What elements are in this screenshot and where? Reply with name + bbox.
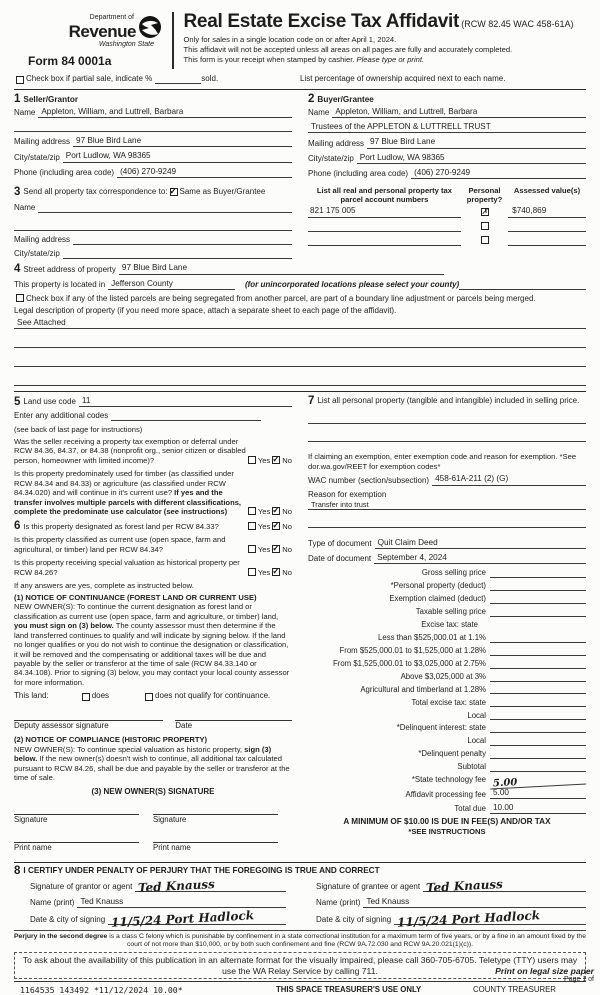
affidavit-fee-field: 5.00 — [490, 788, 586, 799]
doc-type-field: Quit Claim Deed — [375, 538, 586, 549]
seller-mailing-field: 97 Blue Bird Lane — [73, 136, 292, 147]
doc-type-label: Type of document — [308, 539, 372, 549]
street-address-label: Street address of property — [23, 264, 116, 274]
section-6-number: 6 — [14, 519, 21, 532]
question-tax-exemption-text: Was the seller receiving a property tax exemption or deferral under RCW 84.36, 84.37, or 84.38 (nonprofit org., senior citizen or disabled person, homeowner with limited income)? — [14, 436, 246, 465]
owner1-signature-field — [14, 803, 139, 815]
parcel-number-field: 821 175 005 — [308, 206, 461, 217]
question-timber-bold-text: If yes and the transfer involves multiple parcels with different classifications, complete the predominate use calculator (see instructions) — [14, 488, 242, 517]
form-number: Form 84 0001a — [28, 53, 112, 68]
forest-yes-checkbox — [248, 522, 256, 530]
buyer-name-label: Name — [308, 108, 330, 117]
tax-label: Local — [467, 710, 486, 720]
new-owner-printname-row — [14, 831, 292, 859]
grantee-signature-script: Ted Knauss — [425, 876, 504, 895]
partial-sale-row — [14, 74, 586, 84]
forest-no-checkbox — [272, 522, 280, 530]
form-instructions — [184, 35, 587, 65]
form-header — [14, 10, 586, 69]
section-5-land-use — [14, 396, 292, 517]
codes-note: (see back of last page for instructions) — [14, 425, 143, 435]
title-block — [184, 10, 587, 69]
wac-number-label: WAC number (section/subsection) — [308, 475, 430, 485]
type-or-print-note: Please type or print. — [356, 54, 425, 64]
total-due-field: 10.00 — [490, 803, 586, 814]
grantor-signature-block — [14, 876, 300, 930]
section-2-title: Buyer/Grantee — [317, 94, 374, 104]
tax-value-field — [490, 569, 586, 578]
section-1-seller — [14, 94, 292, 184]
corr-mailing-label: Mailing address — [14, 235, 71, 245]
legal-description-field: See Attached — [14, 318, 586, 329]
no-label: No — [282, 544, 292, 554]
current-use-yes-checkbox — [248, 545, 256, 553]
corr-name2-field — [14, 221, 292, 231]
section-4-number: 4 — [14, 263, 21, 276]
section-7-title: List all personal property (tangible and intangible) included in selling price. — [317, 396, 580, 406]
partial-sale-label: Check box if partial sale, indicate % — [26, 73, 153, 83]
header-divider — [172, 12, 174, 69]
buyer-name2-field: Trustees of the APPLETON & LUTTRELL TRUST — [308, 122, 586, 133]
deputy-assessor-row — [14, 709, 292, 731]
buyer-phone-label: Phone (including area code) — [308, 169, 409, 178]
corr-mailing-field — [73, 235, 292, 245]
agency-block — [14, 10, 164, 69]
yes-label: Yes — [257, 521, 271, 531]
if-yes-note: If any answers are yes, complete as instructed below. — [14, 581, 194, 591]
sign-below-bold: sign (3) below. — [14, 744, 272, 764]
grantee-date-label: Date & city of signing — [316, 914, 392, 924]
notice-compliance-body: NEW OWNER(S): To continue special valuation as historic property, sign (3) below. If the new owner(s) doesn't wish to continue, all additional tax calculated pursuant to RCW 84.26, shall be due and payable by the seller or transferor at the time of sale. — [14, 744, 290, 783]
question-timber-agriculture — [14, 469, 292, 516]
owner1-printname-label: Print name — [14, 842, 52, 852]
tax-label: *Delinquent penalty — [418, 749, 486, 759]
tax-label: Taxable selling price — [415, 607, 486, 617]
section-7-personal-property — [308, 396, 586, 564]
seller-mailing-label: Mailing address — [14, 137, 71, 147]
street-address-field: 97 Blue Bird Lane — [119, 263, 444, 274]
tax-value-field — [490, 750, 586, 759]
section-3-number: 3 — [14, 186, 21, 198]
tax-value-field — [490, 737, 586, 746]
tax-label: Above $3,025,000 at 3% — [400, 671, 486, 681]
partial-sale-checkbox — [16, 76, 24, 84]
state-technology-fee-handwritten: 5.00 — [490, 775, 586, 789]
tax-value-field — [490, 634, 586, 643]
section-divider-top — [14, 89, 586, 90]
does-not-checkbox — [145, 693, 153, 701]
owner1-printname-field — [14, 831, 139, 843]
grantor-date-script: 11/5/24 Port Hadlock — [110, 908, 255, 930]
tax-value-field — [490, 582, 586, 591]
tax-value-field — [490, 660, 586, 669]
page-number-note: Page 1 of — [564, 976, 594, 984]
see-instructions-note: *SEE INSTRUCTIONS — [408, 827, 486, 837]
tax-label: Subtotal — [457, 762, 486, 772]
section-divider-mid — [14, 391, 586, 392]
wac-number-field: 458-61A-211 (2) (G) — [432, 474, 586, 485]
question-historical-text: Is this property receiving special valuation as historical property per RCW 84.26? — [14, 558, 240, 577]
section-7-number: 7 — [308, 395, 315, 408]
tax-label: *State technology fee — [411, 775, 486, 785]
no-label: No — [282, 521, 292, 531]
corr-name-field — [38, 203, 292, 213]
section-2-buyer — [308, 94, 586, 184]
section-6-classification — [14, 521, 292, 859]
form-title: Real Estate Excise Tax Affidavit — [183, 11, 460, 32]
question-forest-text: Is this property designated as forest land per RCW 84.33? — [23, 521, 219, 531]
corr-name-label: Name — [14, 203, 36, 213]
question-timber-text: Is this property predominately used for timber (as classified under RCW 84.34 and 84.33) or agriculture (as classified under RCW 84.34.020) and will continue in it's current use? — [14, 469, 234, 498]
must-sign-bold: you must sign on (3) below. — [14, 621, 114, 631]
personal-property-header: Personal property? — [466, 186, 503, 204]
seller-city-label: City/state/zip — [14, 152, 60, 162]
legal-description-line3 — [14, 357, 586, 367]
no-label: No — [282, 567, 292, 577]
section-8-certification — [14, 865, 586, 930]
instruction-line-3: This form is your receipt when stamped by cashier. Please type or print. — [183, 54, 425, 64]
print-note-block — [495, 966, 594, 985]
personal-property-line1 — [308, 414, 586, 424]
tax-value-field — [490, 763, 586, 772]
historical-no-checkbox — [272, 568, 280, 576]
assessed-value-field — [508, 236, 586, 246]
seller-phone-field: (406) 270-9249 — [117, 167, 292, 178]
additional-codes-label: Enter any additional codes — [14, 411, 109, 421]
buyer-mailing-field: 97 Blue Bird Lane — [367, 137, 586, 148]
notice-continuance-title: (1) NOTICE OF CONTINUANCE (FOREST LAND OR CURRENT USE) — [14, 592, 257, 602]
grantor-name-field: Ted Knauss — [77, 897, 286, 908]
tax-value-field — [490, 647, 586, 656]
seller-phone-label: Phone (including area code) — [14, 167, 115, 177]
revenue-logo-icon — [138, 15, 162, 42]
tax-value-field — [490, 698, 586, 707]
tax-label: *Personal property (deduct) — [390, 581, 486, 591]
parcel-list — [308, 187, 586, 263]
tax-value-field — [490, 711, 586, 720]
parcel-number-field — [308, 236, 461, 246]
notice-compliance-title: (2) NOTICE OF COMPLIANCE (HISTORIC PROPERTY) — [14, 735, 208, 745]
new-owner-signature-row — [14, 803, 292, 831]
corr-city-label: City/state/zip — [14, 249, 60, 259]
certification-title: I CERTIFY UNDER PENALTY OF PERJURY THAT THE FOREGOING IS TRUE AND CORRECT — [23, 866, 380, 876]
yes-label: Yes — [257, 567, 271, 577]
grantor-signature-script: Ted Knauss — [137, 876, 216, 895]
doc-date-label: Date of document — [308, 554, 372, 564]
deputy-signature-label: Deputy assessor signature — [14, 721, 109, 731]
tax-label: Less than $525,000.01 at 1.1% — [378, 633, 486, 643]
this-land-row — [14, 691, 292, 701]
owner1-signature-label: Signature — [14, 814, 48, 824]
form-title-rcw: (RCW 82.45 WAC 458-61A) — [461, 19, 574, 29]
timber-no-checkbox — [272, 507, 280, 515]
segregated-label: Check box if any of the listed parcels are being segregated from another parcel, are part of a boundary line adjustment or parcels being merged. — [26, 293, 536, 303]
partial-sale-percent-field — [155, 74, 201, 84]
grantor-name-label: Name (print) — [30, 897, 75, 907]
grantor-date-label: Date & city of signing — [30, 914, 106, 924]
personal-property-checkbox — [481, 208, 489, 216]
same-as-buyer-label: Same as Buyer/Grantee — [179, 187, 266, 197]
grantee-name-field: Ted Knauss — [363, 897, 586, 908]
buyer-city-field: Port Ludlow, WA 98365 — [357, 153, 586, 164]
cashier-stamp: 1164535 143492 *11/12/2024 10.00* — [20, 984, 183, 995]
no-label: No — [282, 507, 292, 517]
partial-sale-suffix: sold. — [201, 73, 219, 83]
instruction-line-2: This affidavit will not be accepted unless all areas on all pages are fully and accurately completed. — [183, 44, 513, 54]
doc-date-field: September 4, 2024 — [374, 553, 586, 564]
located-line-extension — [459, 280, 586, 290]
deputy-signature-field — [14, 709, 163, 721]
print-legal-size-note: Print on legal size paper — [495, 965, 594, 976]
exemption-yes-checkbox — [248, 456, 256, 464]
current-use-no-checkbox — [272, 545, 280, 553]
land-use-label: Land use code — [23, 397, 76, 407]
yes-label: Yes — [257, 507, 271, 517]
treasurer-use-only-label: THIS SPACE TREASURER'S USE ONLY — [275, 984, 422, 994]
located-in-label: This property is located in — [14, 279, 106, 289]
tax-value-field — [490, 673, 586, 682]
agency-state-line: Washington State — [98, 40, 154, 48]
tax-value-field — [490, 595, 586, 604]
parcel-row — [308, 236, 586, 246]
tax-value-field — [490, 685, 586, 694]
exemption-no-checkbox — [272, 456, 280, 464]
assessed-value-field — [508, 222, 586, 232]
does-checkbox — [82, 693, 90, 701]
section-2-number: 2 — [308, 92, 315, 105]
timber-yes-checkbox — [248, 507, 256, 515]
ownership-note: List percentage of ownership acquired next to each name. — [300, 73, 506, 83]
agency-dept-line: Department of — [89, 14, 134, 21]
tax-value-field — [490, 724, 586, 733]
tax-label: Total excise tax: state — [411, 697, 486, 707]
notice-continuance-body: NEW OWNER(S): To continue the current designation as forest land or classification as current use (open space, farm and agriculture, or timber) land, you must sign on (3) below. The county assessor must then determine if the land transferred continues to qualify and will indicate by signing below. If the land no longer qualifies or you do not wish to continue the designation or classification, it will be removed and the compensating or additional taxes will be due and payable by the seller or transferor at the time of sale (RCW 84.33.140 or 84.34.108). Prior to signing (3) below, you may contact your local county assessor for more information. — [14, 602, 290, 687]
yes-label: Yes — [257, 544, 271, 554]
personal-property-checkbox — [481, 236, 489, 244]
exemption-note: If claiming an exemption, enter exemption code and reason for exemption. *See dor.wa.gov/REET for exemption codes* — [308, 452, 577, 471]
county-treasurer-label: COUNTY TREASURER — [473, 984, 556, 994]
tax-label: Agricultural and timberland at 1.28% — [360, 684, 486, 694]
tax-label: *Delinquent interest: state — [396, 723, 486, 733]
grantee-sig-label: Signature of grantee or agent — [316, 881, 421, 891]
section-4-property — [14, 263, 586, 386]
tax-value-field — [490, 608, 586, 617]
section-8-number: 8 — [14, 865, 21, 878]
tax-label: Gross selling price — [421, 568, 486, 578]
corr-city-field — [63, 249, 292, 259]
perjury-note: Perjury in the second degree is a class C felony which is punishable by confinement in a state correctional institution for a maximum term of five years, or by a fine in an amount fixed by the court of not more than $10,000, or by both such confinement and fine (RCW 9A.72.030 and RCW 9A.20.021(1)(c)). — [14, 930, 586, 949]
does-not-label: does not qualify for continuance. — [155, 691, 271, 701]
tax-label: Local — [467, 736, 486, 746]
parcel-row — [308, 206, 586, 217]
alternate-format-note: To ask about the availability of this publication in an alternate format for the visually impaired, please call 360-705-6705. Teletype (TTY) users may use the WA Relay Service by calling 711. — [14, 952, 586, 979]
tax-label: From $1,525,000.01 to $3,025,000 at 2.75% — [332, 658, 486, 668]
instruction-line-1: Only for sales in a single location code on or after April 1, 2024. — [183, 35, 397, 44]
section-3-label: Send all property tax correspondence to: — [23, 187, 168, 197]
section-3-correspondence — [14, 187, 292, 263]
grantee-signature-block — [300, 876, 586, 930]
question-current-use-text: Is this property classified as current use (open space, farm and agricultural, or timber) land per RCW 84.34? — [14, 535, 226, 554]
personal-property-line2 — [308, 432, 586, 442]
question-historical — [14, 558, 292, 577]
tax-computation — [308, 568, 586, 836]
section-divider-bottom — [14, 862, 586, 863]
grantee-date-script: 11/5/24 Port Hadlock — [396, 908, 541, 930]
assessed-value-field: $740,869 — [508, 206, 586, 217]
located-in-field: Jefferson County — [108, 279, 235, 290]
segregated-checkbox — [16, 294, 24, 302]
seller-name2-field — [14, 122, 292, 132]
same-as-buyer-checkbox — [170, 188, 178, 196]
historical-yes-checkbox — [248, 568, 256, 576]
tax-label: Affidavit processing fee — [405, 789, 486, 799]
does-label: does — [91, 691, 110, 701]
section-1-number: 1 — [14, 92, 21, 105]
question-current-use — [14, 535, 292, 554]
additional-codes-field — [111, 411, 261, 421]
seller-city-field: Port Ludlow, WA 98365 — [63, 151, 292, 162]
grantor-sig-label: Signature of grantor or agent — [30, 881, 133, 891]
owner2-printname-label: Print name — [153, 842, 191, 852]
owner2-printname-field — [153, 831, 278, 843]
reason-exemption-field: Transfer into trust — [308, 500, 586, 510]
buyer-phone-field: (406) 270-9249 — [411, 168, 586, 179]
buyer-mailing-label: Mailing address — [308, 138, 365, 148]
tax-label: Total due — [454, 804, 486, 814]
section-5-number: 5 — [14, 396, 21, 408]
grantee-name-label: Name (print) — [316, 897, 361, 907]
assessed-value-header: Assessed value(s) — [513, 186, 581, 195]
land-use-field: 11 — [79, 396, 292, 407]
legal-description-label: Legal description of property (if you need more space, attach a separate sheet to each page of the affidavit). — [14, 305, 397, 315]
tax-label: From $525,000.01 to $1,525,000 at 1.28% — [339, 645, 486, 655]
parcel-row — [308, 222, 586, 232]
deputy-date-label: Date — [175, 721, 193, 731]
buyer-name-field: Appleton, William, and Luttrell, Barbara — [332, 107, 586, 118]
no-label: No — [282, 455, 292, 465]
this-land-label: This land: — [14, 691, 49, 701]
legal-description-line4 — [14, 376, 586, 386]
buyer-city-label: City/state/zip — [308, 153, 354, 163]
owner2-signature-label: Signature — [153, 814, 187, 824]
parcel-numbers-header: List all real and personal property tax parcel account numbers — [316, 186, 452, 204]
personal-property-checkbox — [481, 222, 489, 230]
excise-tax-state-header: Excise tax: state — [421, 620, 478, 630]
new-owner-signature-title: (3) NEW OWNER(S) SIGNATURE — [91, 786, 215, 796]
deputy-date-field — [175, 709, 292, 721]
legal-description-line2 — [14, 338, 586, 348]
parcel-number-field — [308, 222, 461, 232]
county-note: (for unincorporated locations please select your county) — [244, 279, 460, 289]
yes-label: Yes — [257, 455, 271, 465]
seller-name-field: Appleton, William, and Luttrell, Barbara — [38, 107, 292, 118]
question-tax-exemption — [14, 437, 292, 465]
tax-label: Exemption claimed (deduct) — [389, 594, 486, 604]
owner2-signature-field — [153, 803, 278, 815]
perjury-bold: Perjury in the second degree — [14, 932, 108, 940]
question-forest-land — [14, 521, 292, 531]
agency-name: Revenue — [68, 21, 136, 41]
seller-name-label: Name — [14, 108, 36, 117]
section-1-title: Seller/Grantor — [23, 94, 79, 104]
reason-exemption-label: Reason for exemption — [308, 489, 387, 499]
reason-exemption-line2 — [308, 518, 586, 528]
minimum-due-note: A MINIMUM OF $10.00 IS DUE IN FEE(S) AND/OR TAX — [343, 816, 551, 826]
